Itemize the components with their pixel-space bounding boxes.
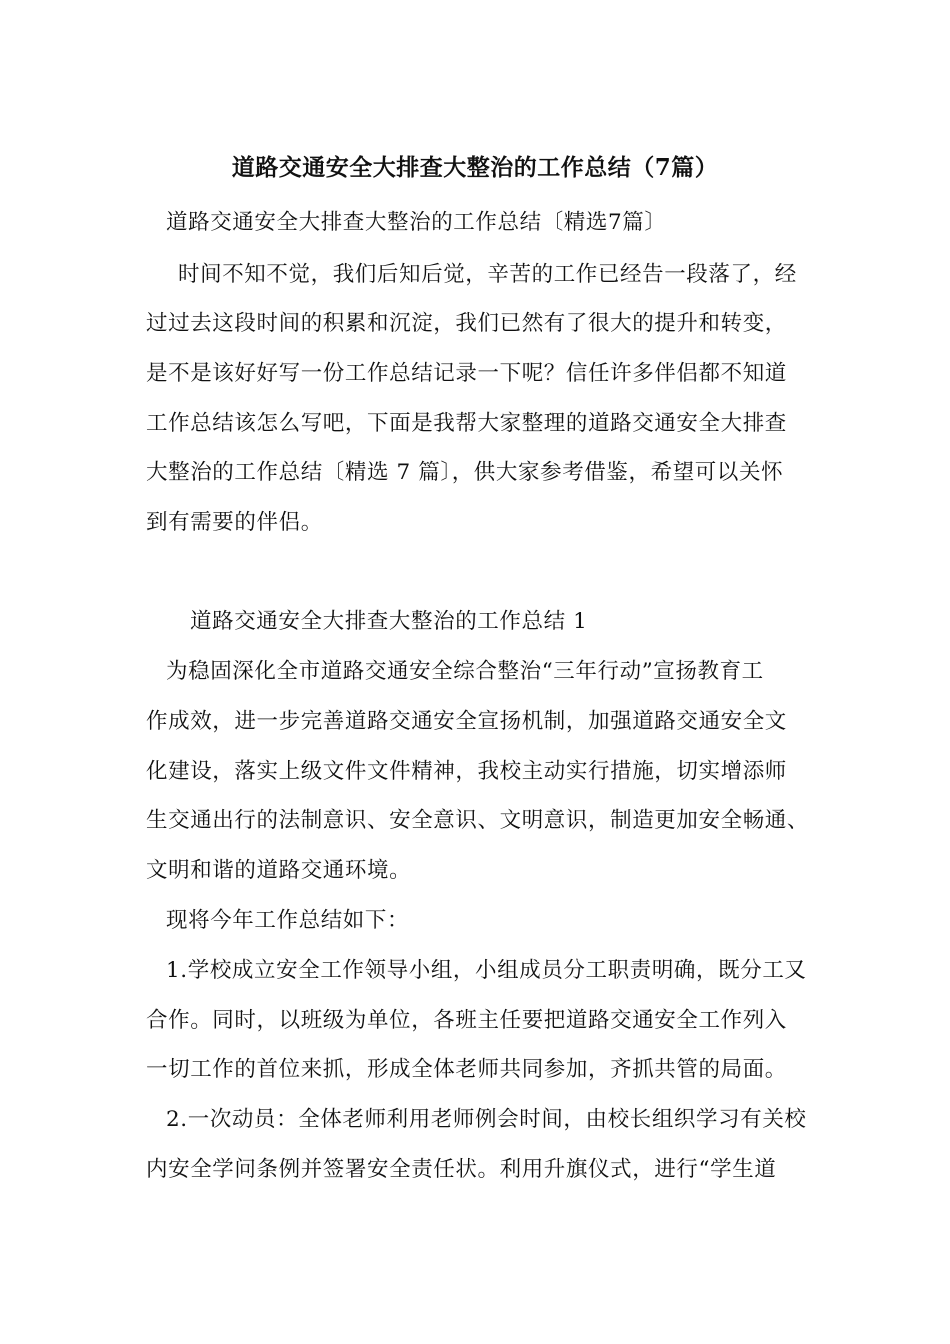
document-title: 道路交通安全大排查大整治的工作总结（7篇） [231, 154, 719, 181]
intro-line: 时间不知不觉，我们后知后觉，辛苦的工作已经告一段落了，经 [178, 262, 797, 287]
list-item-line: 合作。同时，以班级为单位，各班主任要把道路交通安全工作列入 [146, 1008, 787, 1033]
paragraph-line: 为稳固深化全市道路交通安全综合整治“三年行动”宣扬教育工 [166, 659, 764, 684]
intro-line: 到有需要的伴侣。 [146, 510, 323, 535]
intro-line: 是不是该好好写一份工作总结记录一下呢？信任许多伴侣都不知道 [146, 361, 787, 386]
paragraph-line: 生交通出行的法制意识、安全意识、文明意识，制造更加安全畅通、 [146, 808, 810, 833]
paragraph-line: 文明和谐的道路交通环境。 [146, 858, 412, 883]
list-item-line: 一切工作的首位来抓，形成全体老师共同参加，齐抓共管的局面。 [146, 1057, 787, 1082]
list-item-line: 2.一次动员：全体老师利用老师例会时间，由校长组织学习有关校 [166, 1107, 807, 1132]
paragraph-2: 现将今年工作总结如下： [166, 908, 410, 933]
intro-line: 过过去这段时间的积累和沉淀，我们已然有了很大的提升和转变， [146, 311, 787, 336]
list-item-line: 1.学校成立安全工作领导小组，小组成员分工职责明确，既分工又 [166, 958, 807, 983]
paragraph-line: 作成效，进一步完善道路交通安全宣扬机制，加强道路交通安全文 [146, 709, 787, 734]
document-subtitle: 道路交通安全大排查大整治的工作总结〔精选7篇〕 [166, 210, 667, 235]
list-item-line: 内安全学问条例并签署安全责任状。利用升旗仪式，进行“学生道 [146, 1157, 777, 1182]
section-heading: 道路交通安全大排查大整治的工作总结 1 [190, 609, 588, 634]
intro-line: 大整治的工作总结〔精选 7 篇〕，供大家参考借鉴，希望可以关怀 [146, 460, 784, 485]
paragraph-line: 化建设，落实上级文件文件精神，我校主动实行措施，切实增添师 [146, 759, 787, 784]
intro-line: 工作总结该怎么写吧，下面是我帮大家整理的道路交通安全大排查 [146, 411, 787, 436]
